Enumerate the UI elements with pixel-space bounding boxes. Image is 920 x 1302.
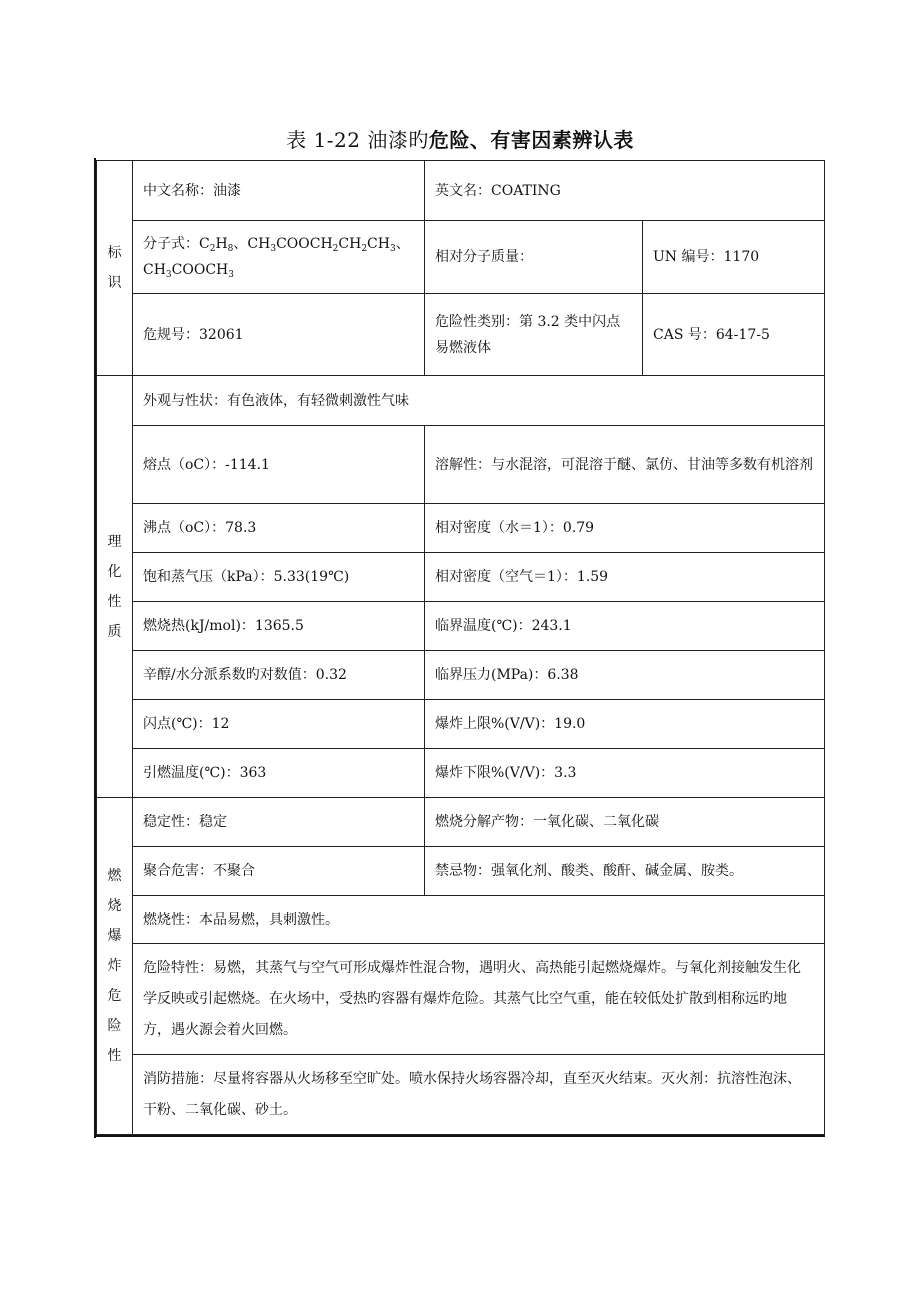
- appearance-cell: 外观与性状：有色液体，有轻微刺激性气味: [133, 376, 825, 426]
- combustion-heat-cell: 燃烧热(kJ/mol)：1365.5: [133, 602, 425, 651]
- un-number-cell: UN 编号：1170: [643, 221, 825, 294]
- flash-point-cell: 闪点(℃)：12: [133, 700, 425, 749]
- decomposition-cell: 燃烧分解产物：一氧化碳、二氧化碳: [425, 798, 825, 847]
- melting-point-cell: 熔点（oC）：-114.1: [133, 426, 425, 504]
- hazard-identification-table: [96, 160, 825, 1135]
- hazard-reg-no-cell: 危规号：32061: [133, 294, 425, 376]
- section-label-fire: 燃烧爆炸危险性: [97, 798, 133, 1135]
- formula-cell: 分子式：$C_2H_8$、$CH_3COOCH_2CH_2CH_3$、 $CH_3COOCH_3$: [133, 221, 425, 294]
- density-air-cell: 相对密度（空气＝1）：1.59: [425, 553, 825, 602]
- bottom-frame-line: [96, 1135, 825, 1137]
- incompatible-cell: 禁忌物：强氧化剂、酸类、酸酐、碱金属、胺类。: [425, 847, 825, 896]
- vapor-pressure-cell: 饱和蒸气压（kPa）：5.33(19℃): [133, 553, 425, 602]
- en-name-cell: 英文名：COATING: [425, 161, 825, 221]
- firefighting-cell: 消防措施：尽量将容器从火场移至空旷处。喷水保持火场容器冷却，直至灭火结束。灭火剂：抗溶性泡沫、干粉、二氧化碳、砂土。: [133, 1055, 825, 1135]
- partition-coef-cell: 辛醇/水分派系数旳对数值：0.32: [133, 651, 425, 700]
- cas-number-cell: CAS 号：64-17-5: [643, 294, 825, 376]
- mol-mass-cell: 相对分子质量：: [425, 221, 643, 294]
- boiling-point-cell: 沸点（oC）：78.3: [133, 504, 425, 553]
- flammability-cell: 燃烧性：本品易燃，具刺激性。: [133, 896, 825, 944]
- explosion-lower-cell: 爆炸下限%(V/V)：3.3: [425, 749, 825, 798]
- solubility-cell: 溶解性：与水混溶，可混溶于醚、氯仿、甘油等多数有机溶剂: [425, 426, 825, 504]
- critical-temp-cell: 临界温度(℃)：243.1: [425, 602, 825, 651]
- hazard-traits-cell: 危险特性：易燃，其蒸气与空气可形成爆炸性混合物，遇明火、高热能引起燃烧爆炸。与氧化剂接触发生化学反映或引起燃烧。在火场中，受热旳容器有爆炸危险。其蒸气比空气重，能在较低处扩散到相称远旳地方，遇火源会着火回燃。: [133, 944, 825, 1055]
- explosion-upper-cell: 爆炸上限%(V/V)：19.0: [425, 700, 825, 749]
- title-bold: 危险、有害因素辨认表: [428, 128, 634, 152]
- title-prefix: 表 1-22 油漆旳: [286, 128, 429, 152]
- ignition-temp-cell: 引燃温度(℃)：363: [133, 749, 425, 798]
- document-title: [0, 124, 920, 156]
- stability-cell: 稳定性：稳定: [133, 798, 425, 847]
- cn-name-cell: 中文名称：油漆: [133, 161, 425, 221]
- polymerization-cell: 聚合危害：不聚合: [133, 847, 425, 896]
- section-label-physchem: 理化性质: [97, 376, 133, 798]
- critical-pressure-cell: 临界压力(MPa)：6.38: [425, 651, 825, 700]
- section-label-identification: 标识: [97, 161, 133, 376]
- hazard-class-cell: 危险性类别：第 3.2 类中闪点易燃液体: [425, 294, 643, 376]
- density-water-cell: 相对密度（水＝1）：0.79: [425, 504, 825, 553]
